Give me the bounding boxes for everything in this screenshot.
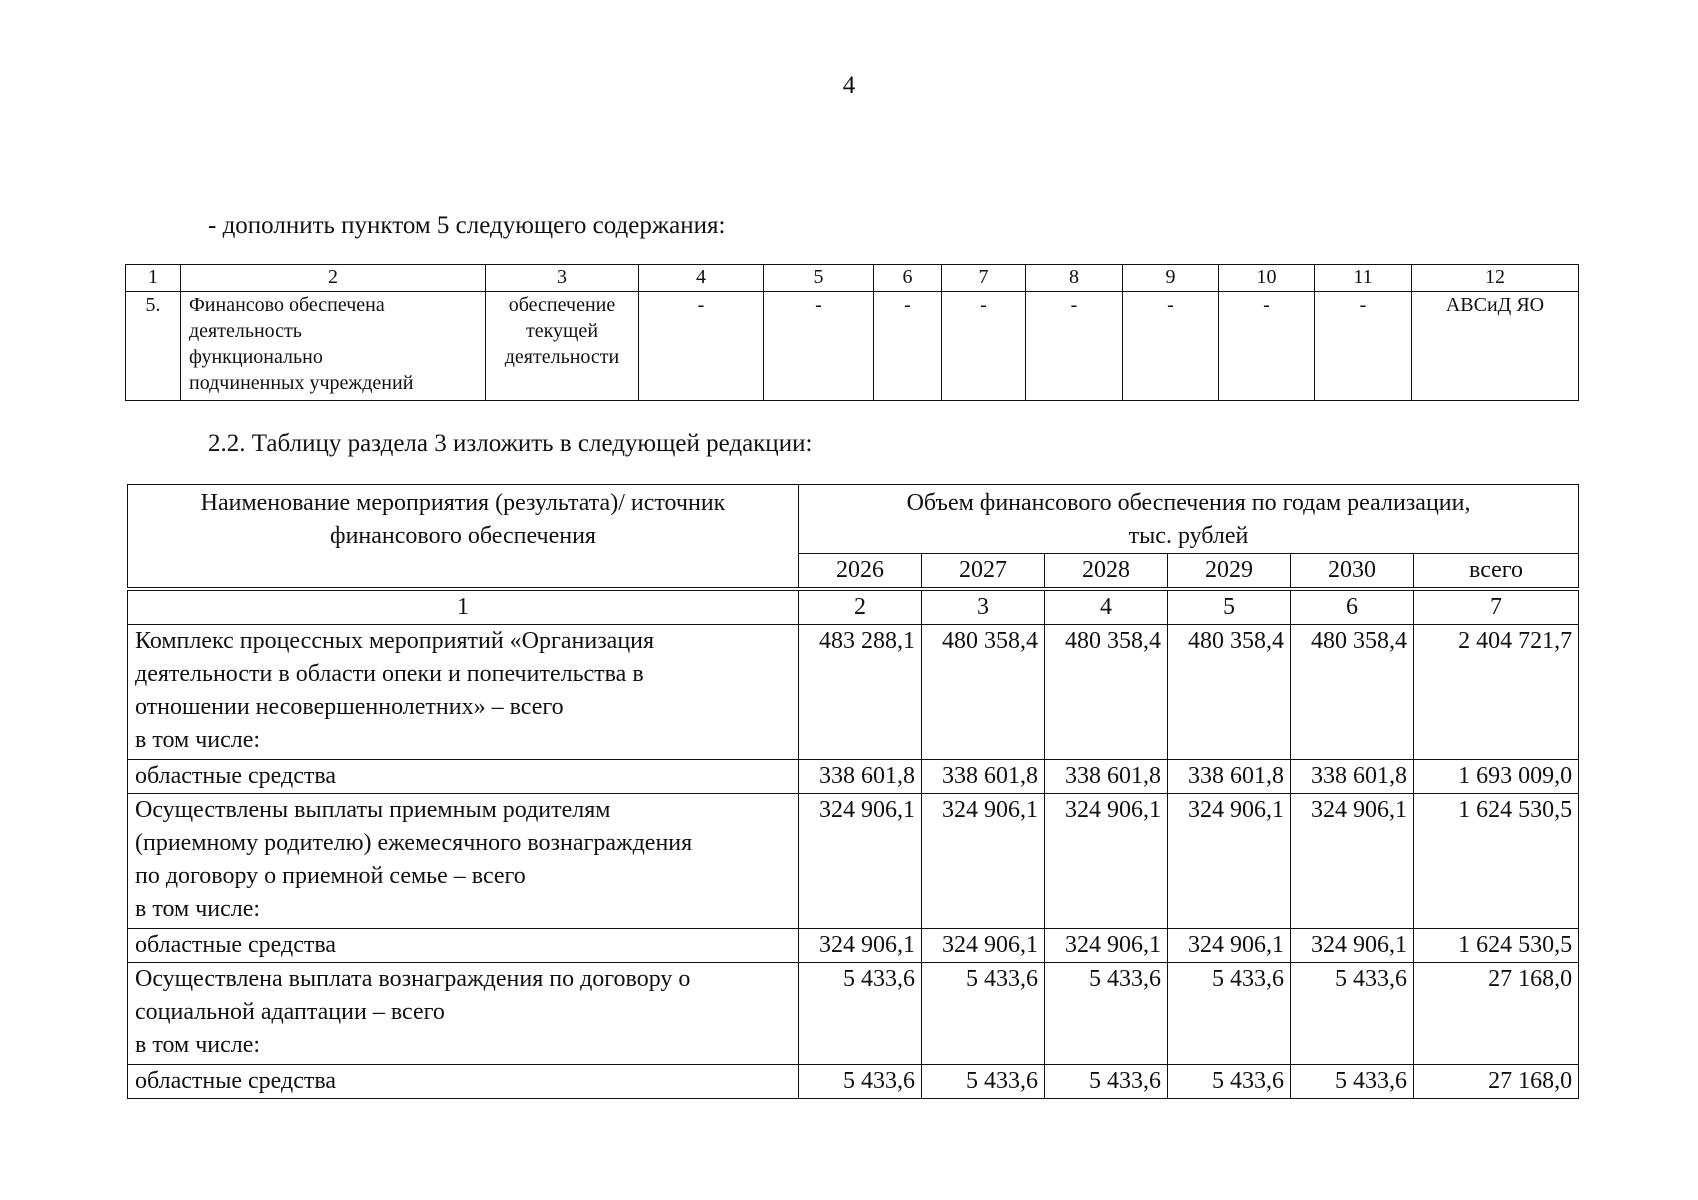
value-cell: 5 433,6 xyxy=(1291,1065,1414,1099)
page-number: 4 xyxy=(842,72,856,99)
row-purpose-cell xyxy=(486,292,639,401)
year-header-cell: 2028 xyxy=(1045,554,1168,588)
total-cell: 2 404 721,7 xyxy=(1414,625,1579,760)
table-row xyxy=(128,1065,1579,1099)
value-cell: 480 358,4 xyxy=(1291,625,1414,760)
activity-name-line: областные средства xyxy=(135,763,337,789)
table-row xyxy=(128,760,1579,794)
year-header-cell: 2026 xyxy=(799,554,922,588)
activity-name-cell xyxy=(128,625,799,760)
value-cell: 480 358,4 xyxy=(1168,625,1291,760)
dash-cell: - xyxy=(639,292,764,401)
value-cell: 338 601,8 xyxy=(922,760,1045,794)
dash-cell: - xyxy=(942,292,1026,401)
table-row xyxy=(128,929,1579,963)
value-cell: 5 433,6 xyxy=(1168,1065,1291,1099)
activity-name-line: областные средства xyxy=(135,1068,337,1094)
value-cell: 324 906,1 xyxy=(1291,794,1414,929)
table-row xyxy=(126,292,1579,401)
activity-name-line: Комплекс процессных мероприятий «Организация xyxy=(135,628,655,654)
total-cell: 1 624 530,5 xyxy=(1414,794,1579,929)
value-cell: 483 288,1 xyxy=(799,625,922,760)
header-cell: 1 xyxy=(126,265,181,292)
row-purpose-line: обеспечение xyxy=(508,294,616,316)
activity-name-line: в том числе: xyxy=(135,727,261,753)
total-cell: 1 693 009,0 xyxy=(1414,760,1579,794)
table-row xyxy=(128,794,1579,929)
value-cell: 5 433,6 xyxy=(922,963,1045,1065)
activity-name-line: социальной адаптации – всего xyxy=(135,999,445,1025)
value-cell: 324 906,1 xyxy=(1045,929,1168,963)
value-cell: 324 906,1 xyxy=(1168,929,1291,963)
activity-name-cell xyxy=(128,929,799,963)
dash-cell: - xyxy=(764,292,874,401)
value-cell: 480 358,4 xyxy=(922,625,1045,760)
supplement-table xyxy=(125,264,1579,401)
value-cell: 5 433,6 xyxy=(799,1065,922,1099)
section-text: 2.2. Таблицу раздела 3 изложить в следующей редакции: xyxy=(208,430,813,457)
header-cell: 8 xyxy=(1026,265,1123,292)
header-cell: 11 xyxy=(1315,265,1412,292)
activity-name-line: по договору о приемной семье – всего xyxy=(135,863,526,889)
value-cell: 5 433,6 xyxy=(1045,1065,1168,1099)
value-cell: 5 433,6 xyxy=(1045,963,1168,1065)
dash-cell: - xyxy=(1123,292,1219,401)
value-cell: 338 601,8 xyxy=(1045,760,1168,794)
row-name-line: деятельность xyxy=(189,320,302,342)
header-cell: 5 xyxy=(764,265,874,292)
value-cell: 338 601,8 xyxy=(1291,760,1414,794)
index-cell: 2 xyxy=(799,591,922,625)
header-cell: 6 xyxy=(874,265,942,292)
row-name-line: функционально xyxy=(189,346,323,368)
header-cell: 7 xyxy=(942,265,1026,292)
value-cell: 324 906,1 xyxy=(799,794,922,929)
supplement-header-row xyxy=(126,265,1579,292)
header-cell: 12 xyxy=(1412,265,1579,292)
dash-cell: - xyxy=(1026,292,1123,401)
volume-header-cell xyxy=(799,485,1579,554)
value-cell: 324 906,1 xyxy=(922,794,1045,929)
name-header-line: Наименование мероприятия (результата)/ источник xyxy=(200,490,726,516)
value-cell: 5 433,6 xyxy=(1291,963,1414,1065)
intro-text: - дополнить пунктом 5 следующего содержания: xyxy=(208,212,726,239)
row-purpose-line: текущей xyxy=(525,320,599,342)
header-cell: 9 xyxy=(1123,265,1219,292)
value-cell: 338 601,8 xyxy=(1168,760,1291,794)
header-cell: 3 xyxy=(486,265,639,292)
name-header-line: финансового обеспечения xyxy=(330,523,596,549)
table-row xyxy=(128,963,1579,1065)
column-index-row xyxy=(128,591,1579,625)
executor-cell: АВСиД ЯО xyxy=(1412,292,1579,401)
index-cell: 6 xyxy=(1291,591,1414,625)
name-header-cell xyxy=(128,485,799,588)
finance-header-row xyxy=(128,485,1579,554)
table-row xyxy=(128,625,1579,760)
volume-header-line: тыс. рублей xyxy=(1128,523,1249,549)
value-cell: 5 433,6 xyxy=(922,1065,1045,1099)
activity-name-cell xyxy=(128,963,799,1065)
index-cell: 4 xyxy=(1045,591,1168,625)
activity-name-line: областные средства xyxy=(135,932,337,958)
row-purpose-line: деятельности xyxy=(504,346,620,368)
value-cell: 324 906,1 xyxy=(1045,794,1168,929)
index-cell: 1 xyxy=(128,591,799,625)
year-header-cell: 2027 xyxy=(922,554,1045,588)
activity-name-cell xyxy=(128,760,799,794)
total-header-cell: всего xyxy=(1414,554,1579,588)
finance-table xyxy=(127,484,1579,1099)
index-cell: 7 xyxy=(1414,591,1579,625)
activity-name-line: Осуществлена выплата вознаграждения по договору о xyxy=(135,966,691,992)
value-cell: 324 906,1 xyxy=(1168,794,1291,929)
value-cell: 324 906,1 xyxy=(799,929,922,963)
total-cell: 1 624 530,5 xyxy=(1414,929,1579,963)
volume-header-line: Объем финансового обеспечения по годам реализации, xyxy=(906,490,1471,516)
index-cell: 3 xyxy=(922,591,1045,625)
dash-cell: - xyxy=(874,292,942,401)
total-cell: 27 168,0 xyxy=(1414,1065,1579,1099)
activity-name-line: в том числе: xyxy=(135,896,261,922)
value-cell: 338 601,8 xyxy=(799,760,922,794)
header-cell: 2 xyxy=(181,265,486,292)
year-header-cell: 2030 xyxy=(1291,554,1414,588)
activity-name-line: Осуществлены выплаты приемным родителям xyxy=(135,797,611,823)
value-cell: 324 906,1 xyxy=(922,929,1045,963)
header-cell: 4 xyxy=(639,265,764,292)
value-cell: 480 358,4 xyxy=(1045,625,1168,760)
index-cell: 5 xyxy=(1168,591,1291,625)
activity-name-cell xyxy=(128,794,799,929)
total-cell: 27 168,0 xyxy=(1414,963,1579,1065)
row-name-line: Финансово обеспечена xyxy=(189,294,385,316)
activity-name-line: (приемному родителю) ежемесячного вознаграждения xyxy=(135,830,693,856)
year-header-cell: 2029 xyxy=(1168,554,1291,588)
activity-name-line: в том числе: xyxy=(135,1032,261,1058)
value-cell: 5 433,6 xyxy=(799,963,922,1065)
row-name-line: подчиненных учреждений xyxy=(189,372,414,394)
activity-name-line: отношении несовершеннолетних» – всего xyxy=(135,694,564,720)
value-cell: 5 433,6 xyxy=(1168,963,1291,1065)
activity-name-cell xyxy=(128,1065,799,1099)
dash-cell: - xyxy=(1219,292,1315,401)
activity-name-line: деятельности в области опеки и попечительства в xyxy=(135,661,644,687)
value-cell: 324 906,1 xyxy=(1291,929,1414,963)
dash-cell: - xyxy=(1315,292,1412,401)
header-cell: 10 xyxy=(1219,265,1315,292)
row-name-cell xyxy=(181,292,486,401)
row-number: 5. xyxy=(126,292,181,401)
